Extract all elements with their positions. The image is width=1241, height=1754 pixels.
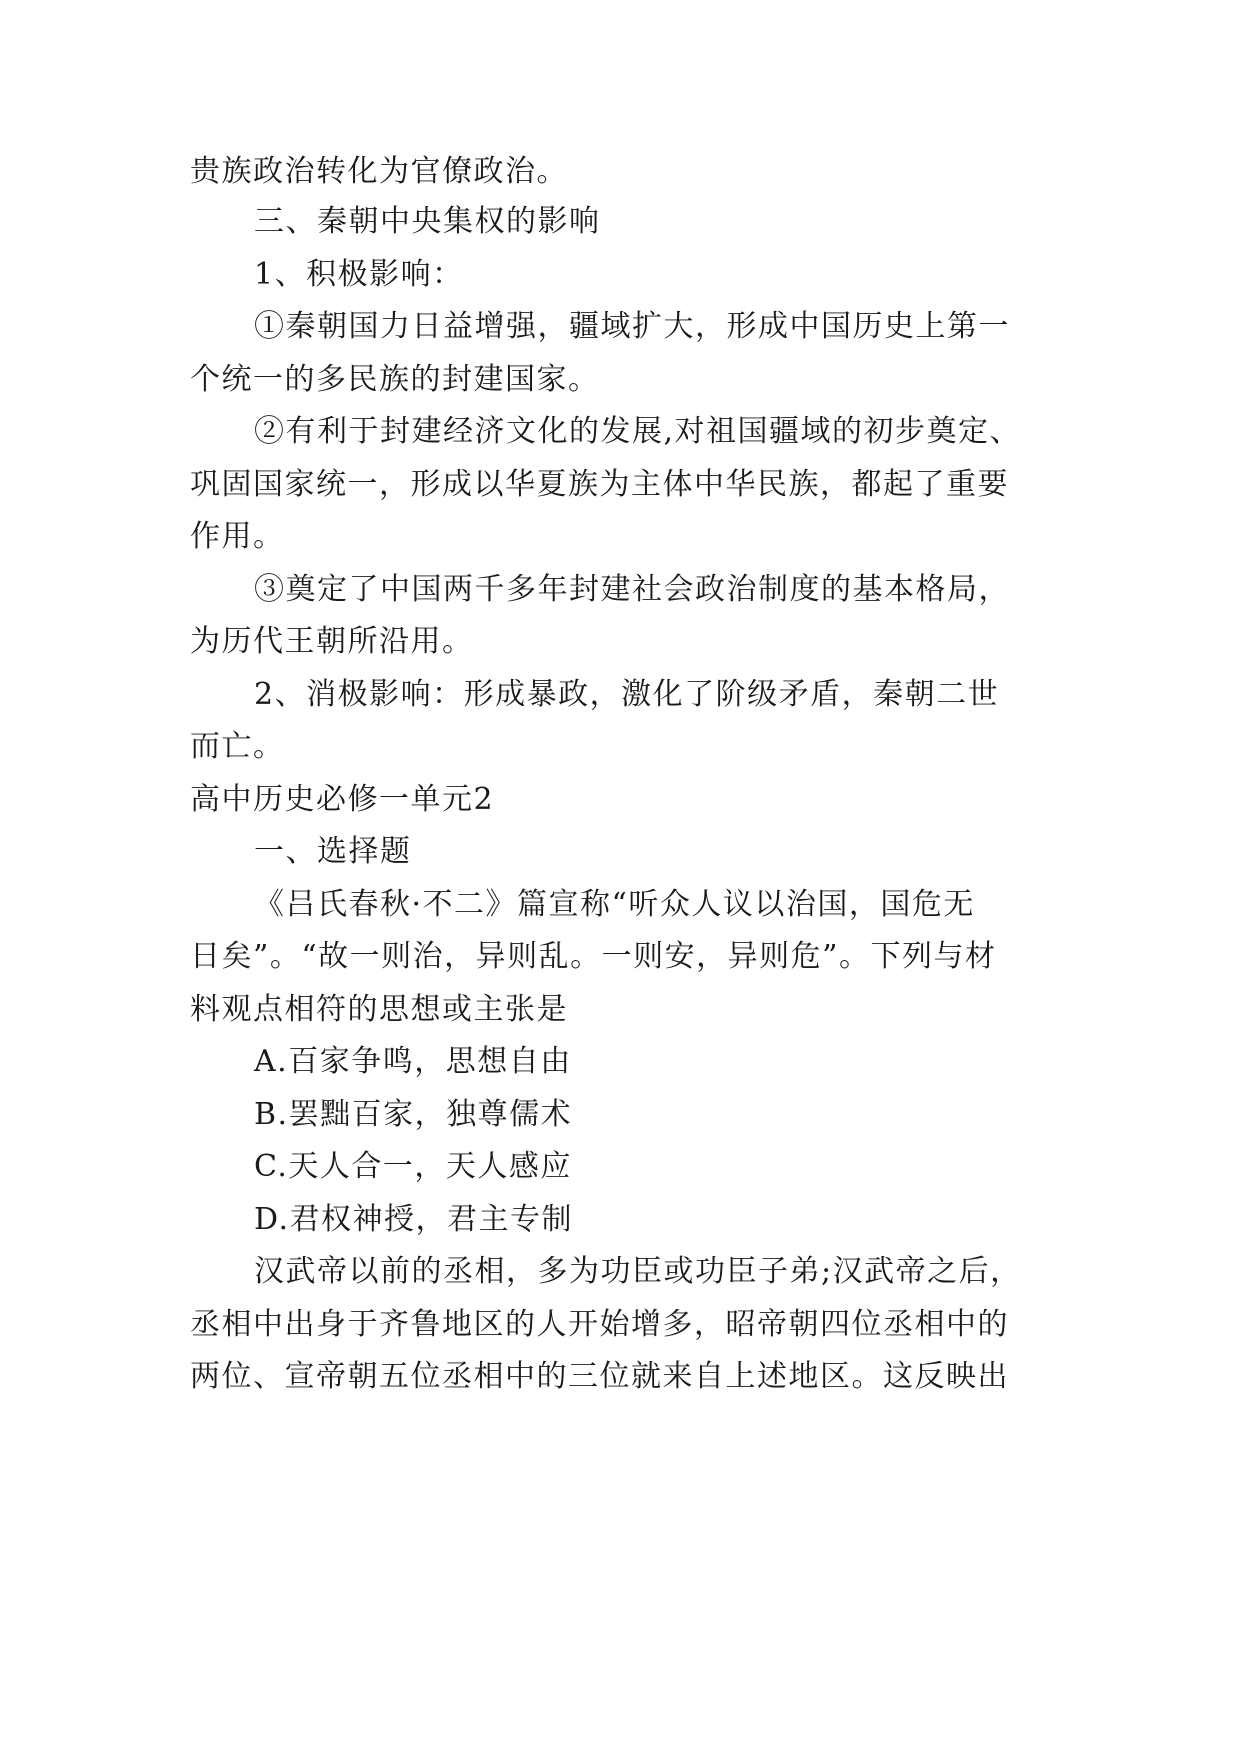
- answer-option-d: D.君权神授，君主专制: [254, 1202, 574, 1237]
- text-line: ③奠定了中国两千多年封建社会政治制度的基本格局，: [254, 572, 1010, 607]
- question-text: 汉武帝以前的丞相，多为功臣或功臣子弟;汉武帝之后，: [254, 1254, 1022, 1289]
- text-line: 个统一的多民族的封建国家。: [190, 362, 600, 397]
- document-title: 高中历史必修一单元2: [190, 782, 495, 817]
- question-text: 丞相中出身于齐鲁地区的人开始增多，昭帝朝四位丞相中的: [190, 1307, 1009, 1342]
- answer-option-c: C.天人合一，天人感应: [254, 1149, 572, 1184]
- subsection-heading: 1、积极影响：: [254, 257, 464, 292]
- text-line: 而亡。: [190, 729, 285, 764]
- text-line: 巩固国家统一，形成以华夏族为主体中华民族，都起了重要: [190, 467, 1009, 502]
- question-text: 《吕氏春秋·不二》篇宣称“听众人议以治国，国危无: [254, 887, 975, 922]
- subsection-heading: 2、消极影响：形成暴政，激化了阶级矛盾，秦朝二世: [254, 677, 1000, 712]
- text-line: ①秦朝国力日益增强，疆域扩大，形成中国历史上第一: [254, 309, 1010, 344]
- section-heading: 三、秦朝中央集权的影响: [254, 204, 601, 239]
- text-line: ②有利于封建经济文化的发展,对祖国疆域的初步奠定、: [254, 414, 1022, 449]
- question-text: 日矣”。“故一则治，异则乱。一则安，异则危”。下列与材: [190, 939, 997, 974]
- text-line: 为历代王朝所沿用。: [190, 624, 474, 659]
- section-heading: 一、选择题: [254, 834, 412, 869]
- text-line: 贵族政治转化为官僚政治。: [190, 154, 568, 189]
- answer-option-a: A.百家争鸣，思想自由: [254, 1044, 572, 1079]
- answer-option-b: B.罢黜百家，独尊儒术: [254, 1097, 573, 1132]
- text-line: 作用。: [190, 519, 285, 554]
- question-text: 两位、宣帝朝五位丞相中的三位就来自上述地区。这反映出: [190, 1359, 1009, 1394]
- question-text: 料观点相符的思想或主张是: [190, 992, 568, 1027]
